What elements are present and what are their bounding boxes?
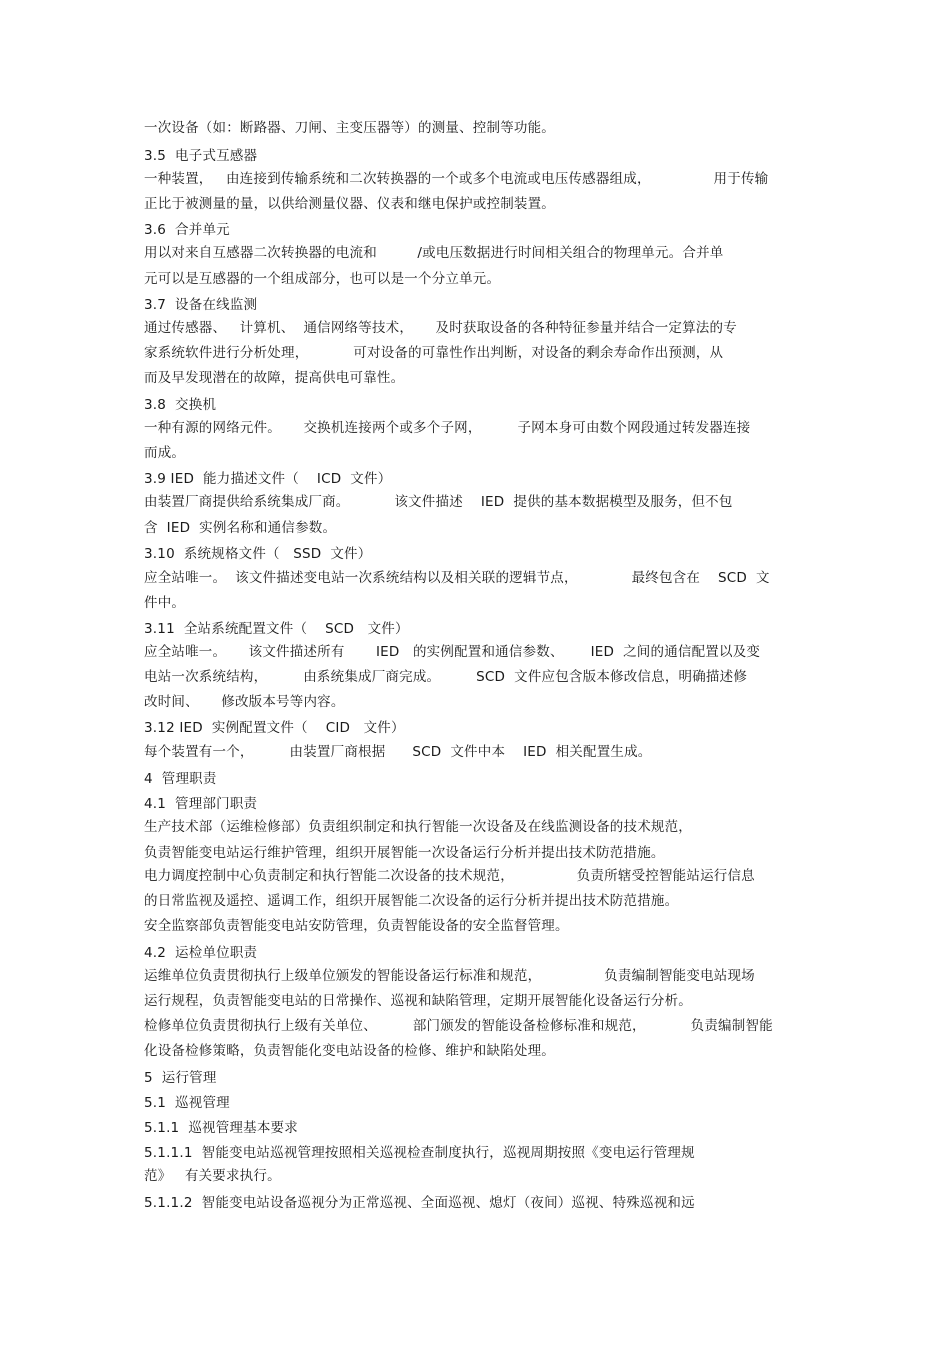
text-line: 应全站唯一。 该文件描述变电站一次系统结构以及相关联的逻辑节点， 最终包含在 SCD 文 (144, 570, 770, 586)
text-line: 元可以是互感器的一个组成部分，也可以是一个分立单元。 (144, 271, 501, 287)
section-heading: 4.1 管理部门职责 (144, 796, 258, 812)
text-line: 的日常监视及遥控、遥调工作，组织开展智能二次设备的运行分析并提出技术防范措施。 (144, 893, 679, 909)
section-heading: 3.8 交换机 (144, 397, 217, 413)
text-line: 而及早发现潜在的故障，提高供电可靠性。 (144, 370, 405, 386)
section-heading: 3.12 IED 实例配置文件（ CID 文件） (144, 720, 405, 736)
text-line: 用以对来自互感器二次转换器的电流和 /或电压数据进行时间相关组合的物理单元。合并单 (144, 245, 724, 261)
text-line: 而成。 (144, 445, 186, 461)
text-line: 负责智能变电站运行维护管理，组织开展智能一次设备运行分析并提出技术防范措施。 (144, 845, 665, 861)
text-line: 每个装置有一个， 由装置厂商根据 SCD 文件中本 IED 相关配置生成。 (144, 744, 652, 760)
text-line: 一种装置， 由连接到传输系统和二次转换器的一个或多个电流或电压传感器组成， 用于传输 (144, 171, 769, 187)
text-line: 一种有源的网络元件。 交换机连接两个或多个子网， 子网本身可由数个网段通过转发器连接 (144, 420, 751, 436)
section-heading: 3.6 合并单元 (144, 222, 230, 238)
section-heading: 3.7 设备在线监测 (144, 297, 258, 313)
text-line: 正比于被测量的量，以供给测量仪器、仪表和继电保护或控制装置。 (144, 196, 555, 212)
text-line: 运行规程，负责智能变电站的日常操作、巡视和缺陷管理，定期开展智能化设备运行分析。 (144, 993, 692, 1009)
text-line: 家系统软件进行分析处理， 可对设备的可靠性作出判断，对设备的剩余寿命作出预测，从 (144, 345, 724, 361)
text-line: 改时间、 修改版本号等内容。 (144, 694, 345, 710)
text-line: 由装置厂商提供给系统集成厂商。 该文件描述 IED 提供的基本数据模型及服务，但不包 (144, 494, 733, 510)
text-line: 电力调度控制中心负责制定和执行智能二次设备的技术规范， 负责所辖受控智能站运行信息 (144, 868, 755, 884)
section-heading: 4.2 运检单位职责 (144, 945, 258, 961)
text-line: 电站一次系统结构， 由系统集成厂商完成。 SCD 文件应包含版本修改信息，明确描述修 (144, 669, 748, 685)
text-line: 范》 有关要求执行。 (144, 1168, 281, 1184)
text-line: 含 IED 实例名称和通信参数。 (144, 520, 337, 536)
text-line: 件中。 (144, 595, 186, 611)
section-heading: 3.10 系统规格文件（ SSD 文件） (144, 546, 372, 562)
text-line: 运维单位负责贯彻执行上级单位颁发的智能设备运行标准和规范， 负责编制智能变电站现场 (144, 968, 755, 984)
section-heading: 3.5 电子式互感器 (144, 148, 258, 164)
section-heading: 3.11 全站系统配置文件（ SCD 文件） (144, 621, 409, 637)
text-line: 5.1.1.1 智能变电站巡视管理按照相关巡视检查制度执行，巡视周期按照《变电运行管理规 (144, 1145, 695, 1161)
section-heading: 4 管理职责 (144, 771, 217, 787)
text-line: 应全站唯一。 该文件描述所有 IED 的实例配置和通信参数、 IED 之间的通信配置以及变 (144, 644, 761, 660)
text-line: 生产技术部（运维检修部）负责组织制定和执行智能一次设备及在线监测设备的技术规范， (144, 819, 692, 835)
section-heading: 5.1 巡视管理 (144, 1095, 230, 1111)
text-line: 化设备检修策略，负责智能化变电站设备的检修、维护和缺陷处理。 (144, 1043, 555, 1059)
text-line: 5.1.1.2 智能变电站设备巡视分为正常巡视、全面巡视、熄灯（夜间）巡视、特殊巡视和远 (144, 1195, 695, 1211)
text-line: 检修单位负责贯彻执行上级有关单位、 部门颁发的智能设备检修标准和规范， 负责编制智能 (144, 1018, 773, 1034)
text-line: 安全监察部负责智能变电站安防管理，负责智能设备的安全监督管理。 (144, 918, 569, 934)
text-line: 通过传感器、 计算机、 通信网络等技术， 及时获取设备的各种特征参量并结合一定算法的专 (144, 320, 737, 336)
section-heading: 5.1.1 巡视管理基本要求 (144, 1120, 298, 1136)
section-heading: 5 运行管理 (144, 1070, 217, 1086)
text-line: 一次设备（如：断路器、刀闸、主变压器等）的测量、控制等功能。 (144, 120, 555, 136)
section-heading: 3.9 IED 能力描述文件（ ICD 文件） (144, 471, 392, 487)
